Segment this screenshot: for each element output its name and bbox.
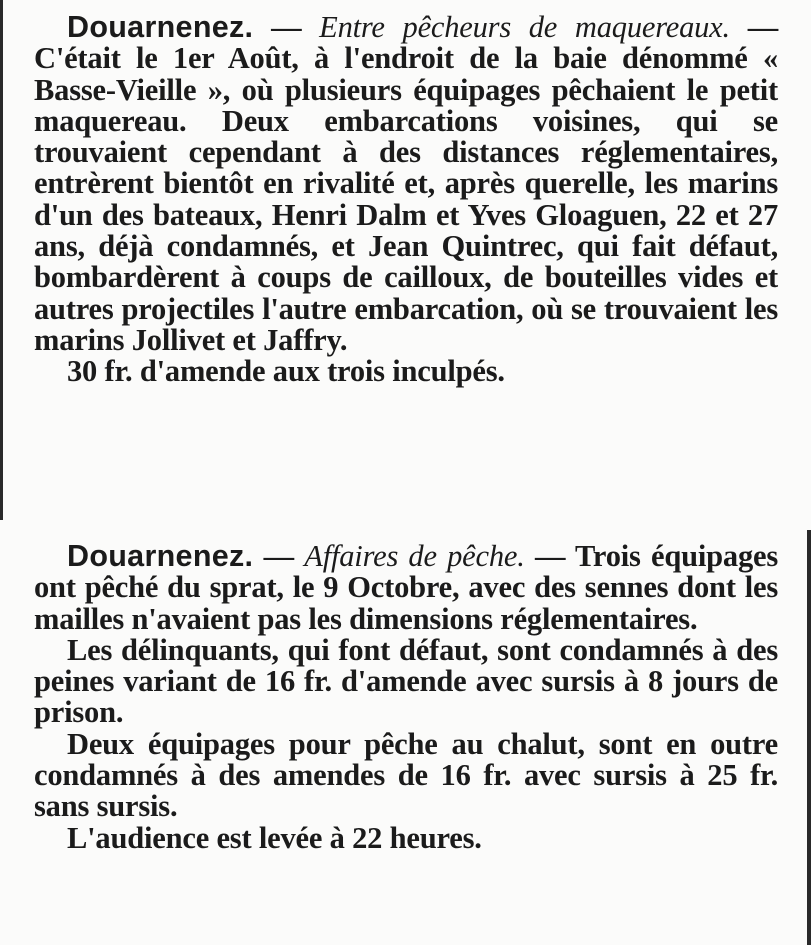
dash: — <box>253 539 305 573</box>
article-subtitle: Entre pêcheurs de maquereaux. <box>319 10 730 44</box>
paragraph-text: Trois équipages ont pêché du sprat, le 9 Octobre, avec des sennes dont les mailles n'avaient pas les dimensions réglementaires. <box>34 539 779 636</box>
paragraph-text: C'était le 1er Août, à l'endroit de la baie dénommé « Basse-Vieille », où plusieurs équipages pêchaient le petit maquereau. Deux embarcations voisines, qui se trouvaient cependant à des distances réglementaires, entrèrent bientôt en rivalité et, après querelle, les marins d'un des bateaux, Henri Dalm et Yves Gloaguen, 22 et 27 ans, déjà condamnés, et Jean Quintrec, qui fait défaut, bombardèrent à coups de cailloux, de bouteilles vides et autres projectiles l'autre embarcation, où se trouvaient les marins Jollivet et Jaffry. <box>34 41 778 357</box>
article-subtitle: Affaires de pêche. <box>304 539 525 573</box>
article-paragraph: L'audience est levée à 22 heures. <box>67 820 482 855</box>
article-paragraph: Deux équipages pour pêche au chalut, sont en outre condamnés à des amendes de 16 fr. avec sursis à 25 fr. sans sursis. <box>34 726 778 824</box>
article-paragraph: Les délinquants, qui font défaut, sont condamnés à des peines variant de 16 fr. d'amende avec sursis à 8 jours de prison. <box>34 632 778 730</box>
dash: — <box>524 539 576 573</box>
article-heading: Douarnenez. <box>67 539 254 573</box>
dash: — <box>729 10 778 44</box>
article-paragraph: 30 fr. d'amende aux trois inculpés. <box>67 354 505 389</box>
article-heading: Douarnenez. <box>67 10 254 44</box>
article-fishermen-dispute <box>34 12 778 388</box>
dash: — <box>253 10 320 44</box>
article-lead-paragraph <box>34 541 778 635</box>
column-rule-left <box>0 0 3 520</box>
article-fishing-affairs <box>34 541 778 854</box>
article-lead-paragraph <box>34 12 778 356</box>
column-rule-right <box>807 530 811 945</box>
